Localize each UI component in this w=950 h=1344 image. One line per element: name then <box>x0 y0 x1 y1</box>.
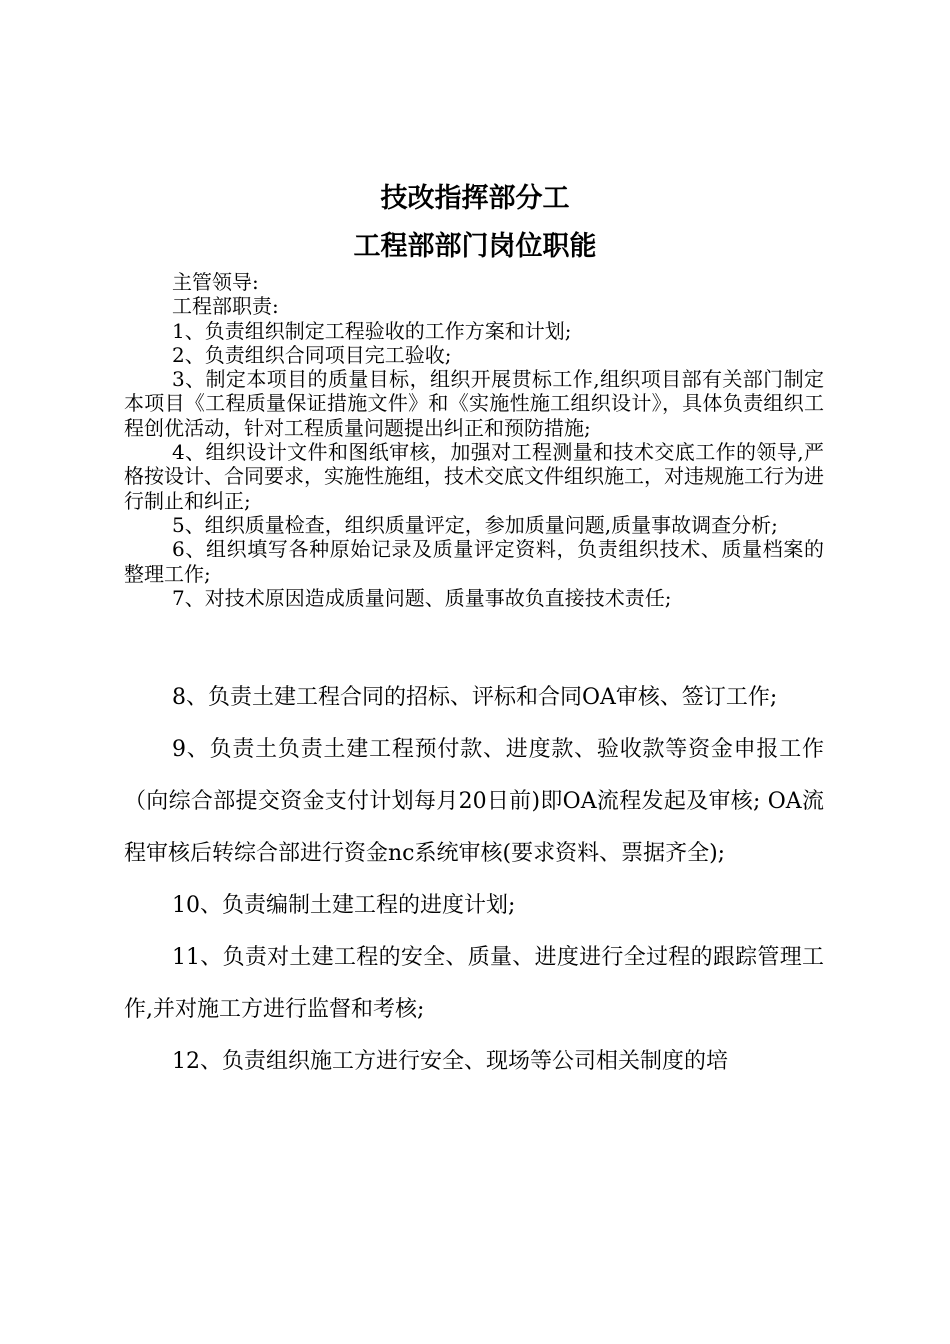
duties-label: 工程部职责: <box>172 294 279 319</box>
duty-item-1: 1、负责组织制定工程验收的工作方案和计划; <box>172 318 572 343</box>
duty-item-2: 2、负责组织合同项目完工验收; <box>172 342 452 367</box>
duty-item-12: 12、负责组织施工方进行安全、现场等公司相关制度的培 <box>172 1049 728 1074</box>
duties-section-spaced <box>124 672 824 1088</box>
document-subtitle: 工程部部门岗位职能 <box>353 231 597 262</box>
duty-item-8: 8、负责土建工程合同的招标、评标和合同OA审核、签订工作; <box>172 685 778 710</box>
supervisor-label: 主管领导: <box>172 270 259 294</box>
duty-item-4: 4、组织设计文件和图纸审核，加强对工程测量和技术交底工作的领导,严格按设计、合同要求，实施性施组，技术交底文件组织施工，对违规施工行为进行制止和纠正; <box>124 440 824 513</box>
duty-item-11: 11、负责对土建工程的安全、质量、进度进行全过程的跟踪管理工作,并对施工方进行监督和考核; <box>124 945 824 1022</box>
duties-section-compact <box>124 270 824 610</box>
duty-item-6: 6、组织填写各种原始记录及质量评定资料，负责组织技术、质量档案的整理工作; <box>124 537 824 586</box>
duty-item-5: 5、组织质量检查，组织质量评定，参加质量问题,质量事故调查分析; <box>172 512 778 537</box>
duty-item-9: 9、负责土负责土建工程预付款、进度款、验收款等资金申报工作（向综合部提交资金支付计划每月20日前)即OA流程发起及审核; OA流程审核后转综合部进行资金nc系统审核(要求资料、票据齐全); <box>124 737 824 866</box>
duty-item-10: 10、负责编制土建工程的进度计划; <box>172 893 516 918</box>
duty-item-7: 7、对技术原因造成质量问题、质量事故负直接技术责任; <box>172 585 672 610</box>
duty-item-3: 3、制定本项目的质量目标，组织开展贯标工作,组织项目部有关部门制定本项目《工程质量保证措施文件》和《实施性施工组织设计》，具体负责组织工程创优活动，针对工程质量问题提出纠正和预防措施; <box>124 367 824 440</box>
document-title: 技改指挥部分工 <box>380 183 570 214</box>
